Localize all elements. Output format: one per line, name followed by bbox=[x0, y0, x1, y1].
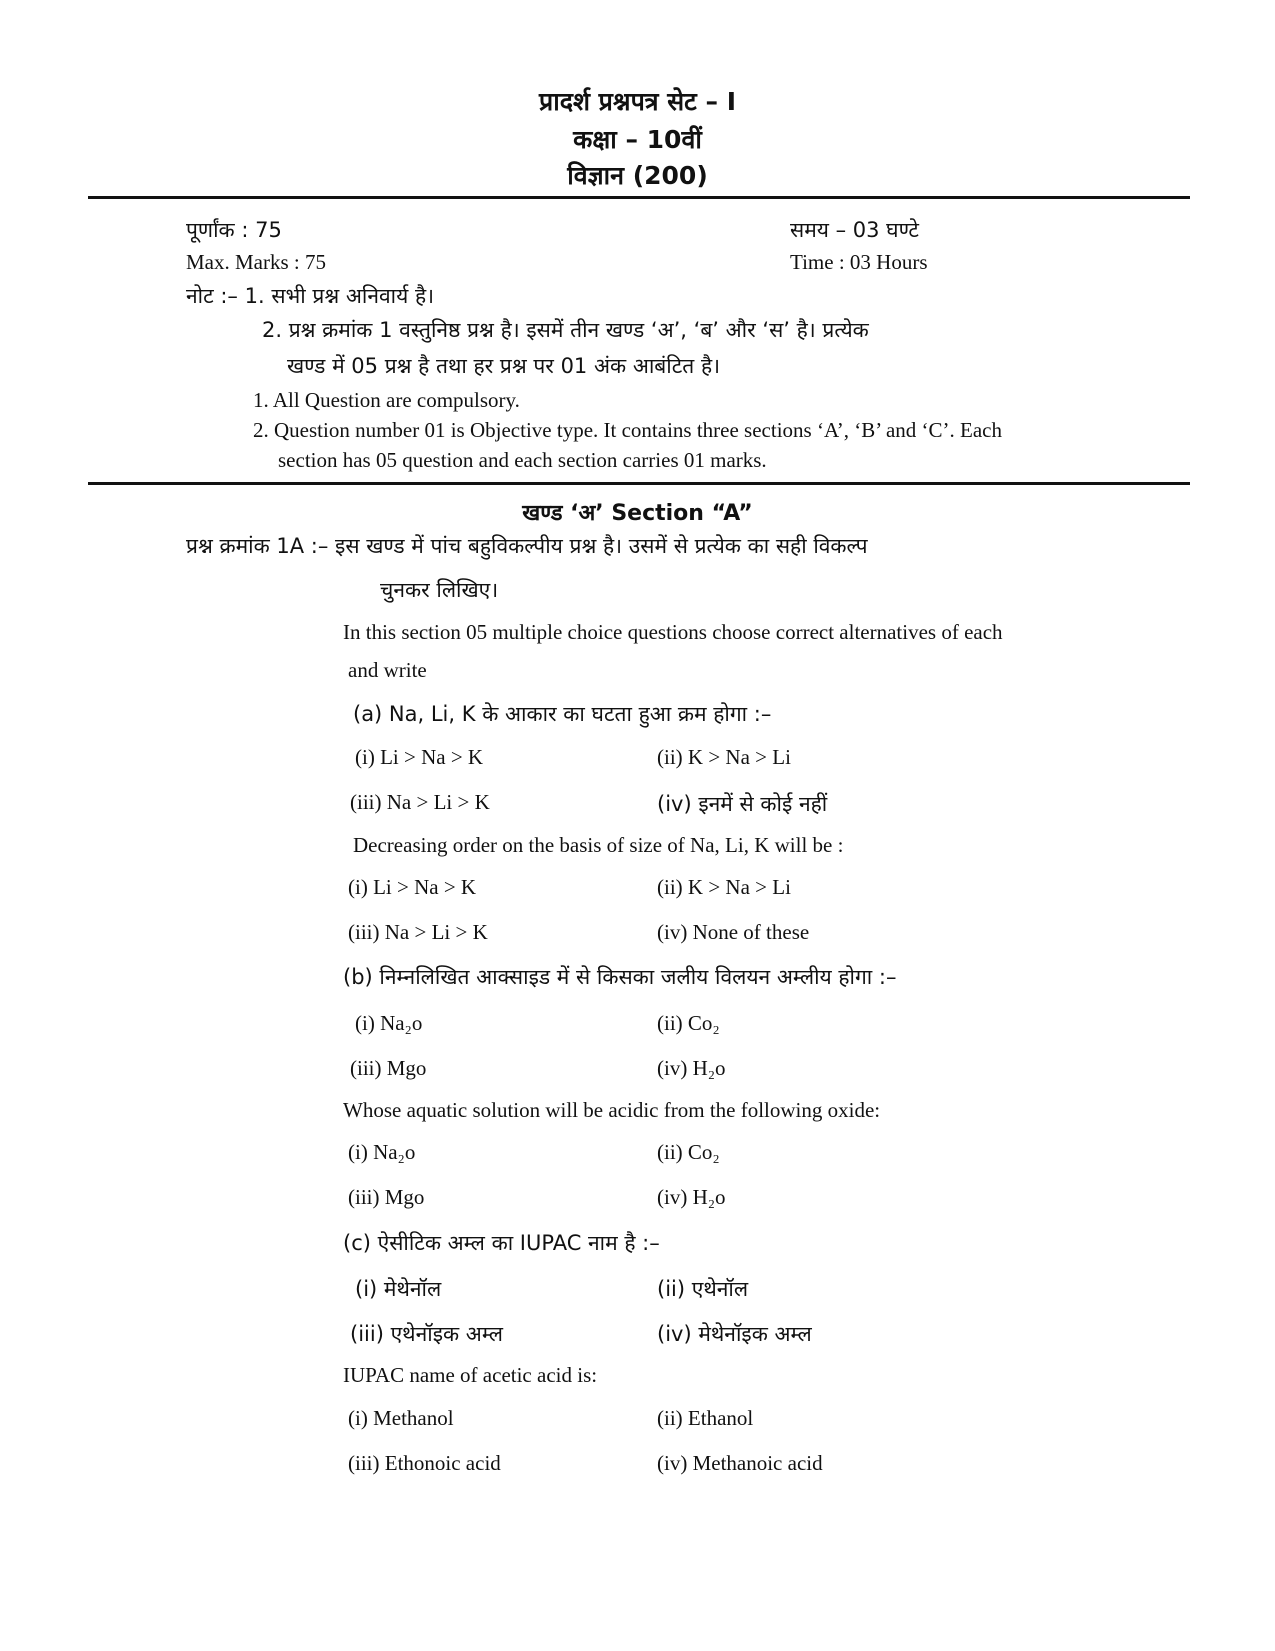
note-english-2: 2. Question number 01 is Objective type. It contains three sections ‘A’, ‘B’ and ‘C’. Each bbox=[253, 418, 1002, 442]
section-instruction-hindi: प्रश्न क्रमांक 1A :– इस खण्ड में पांच बहुविकल्पीय प्रश्न है। उसमें से प्रत्येक का सही विकल्प bbox=[186, 534, 868, 558]
option-a-en-3: (iii) Na > Li > K bbox=[348, 920, 488, 944]
option-a-hi-2: (ii) K > Na > Li bbox=[657, 745, 791, 769]
option-a-hi-4: (iv) इनमें से कोई नहीं bbox=[657, 792, 828, 816]
note-hindi-2-cont: खण्ड में 05 प्रश्न है तथा हर प्रश्न पर 01 अंक आबंटित है। bbox=[287, 354, 721, 378]
option-b-en-4: (iv) H₂o bbox=[657, 1185, 726, 1209]
question-c-english: IUPAC name of acetic acid is: bbox=[343, 1363, 598, 1387]
option-b-hi-3: (iii) Mgo bbox=[350, 1056, 427, 1080]
time-hindi: समय – 03 घण्टे bbox=[790, 218, 919, 242]
option-a-en-2: (ii) K > Na > Li bbox=[657, 875, 791, 899]
question-a-hindi: (a) Na, Li, K के आकार का घटता हुआ क्रम होगा :– bbox=[353, 702, 772, 726]
section-instruction-english: In this section 05 multiple choice questions choose correct alternatives of each bbox=[343, 620, 1003, 644]
option-b-hi-1: (i) Na₂o bbox=[355, 1011, 423, 1035]
option-b-en-2: (ii) Co₂ bbox=[657, 1140, 720, 1164]
note-hindi-1: नोट :– 1. सभी प्रश्न अनिवार्य है। bbox=[186, 284, 435, 308]
option-c-en-3: (iii) Ethonoic acid bbox=[348, 1451, 501, 1475]
option-a-hi-3: (iii) Na > Li > K bbox=[350, 790, 490, 814]
section-instruction-english-cont: and write bbox=[348, 658, 427, 682]
question-a-english: Decreasing order on the basis of size of Na, Li, K will be : bbox=[353, 833, 844, 857]
max-marks-english: Max. Marks : 75 bbox=[186, 250, 326, 274]
notes-divider bbox=[88, 482, 1190, 485]
subject-title: विज्ञान (200) bbox=[567, 161, 708, 190]
question-c-hindi: (c) ऐसीटिक अम्ल का IUPAC नाम है :– bbox=[343, 1231, 660, 1255]
option-b-en-3: (iii) Mgo bbox=[348, 1185, 425, 1209]
option-c-en-1: (i) Methanol bbox=[348, 1406, 454, 1430]
section-instruction-hindi-cont: चुनकर लिखिए। bbox=[380, 578, 499, 602]
section-a-heading: खण्ड ‘अ’ Section “A” bbox=[522, 501, 753, 526]
option-b-en-1: (i) Na₂o bbox=[348, 1140, 416, 1164]
max-marks-hindi: पूर्णांक : 75 bbox=[186, 218, 282, 242]
question-b-english: Whose aquatic solution will be acidic from the following oxide: bbox=[343, 1098, 881, 1122]
option-b-hi-4: (iv) H₂o bbox=[657, 1056, 726, 1080]
option-c-en-2: (ii) Ethanol bbox=[657, 1406, 754, 1430]
header-divider bbox=[88, 196, 1190, 199]
question-b-hindi: (b) निम्नलिखित आक्साइड में से किसका जलीय विलयन अम्लीय होगा :– bbox=[343, 965, 897, 989]
option-c-en-4: (iv) Methanoic acid bbox=[657, 1451, 823, 1475]
time-english: Time : 03 Hours bbox=[790, 250, 928, 274]
paper-title: प्रादर्श प्रश्नपत्र सेट – I bbox=[539, 87, 736, 116]
option-c-hi-4: (iv) मेथेनॉइक अम्ल bbox=[657, 1322, 812, 1346]
note-hindi-2: 2. प्रश्न क्रमांक 1 वस्तुनिष्ठ प्रश्न है। इसमें तीन खण्ड ‘अ’, ‘ब’ और ‘स’ है। प्रत्येक bbox=[262, 318, 869, 342]
option-a-hi-1: (i) Li > Na > K bbox=[355, 745, 484, 769]
option-c-hi-1: (i) मेथेनॉल bbox=[355, 1277, 442, 1301]
option-a-en-4: (iv) None of these bbox=[657, 920, 810, 944]
option-b-hi-2: (ii) Co₂ bbox=[657, 1011, 720, 1035]
note-english-2-cont: section has 05 question and each section carries 01 marks. bbox=[278, 448, 767, 472]
class-title: कक्षा – 10वीं bbox=[573, 125, 702, 154]
option-c-hi-3: (iii) एथेनॉइक अम्ल bbox=[350, 1322, 504, 1346]
option-c-hi-2: (ii) एथेनॉल bbox=[657, 1277, 749, 1301]
note-english-1: 1. All Question are compulsory. bbox=[253, 388, 520, 412]
option-a-en-1: (i) Li > Na > K bbox=[348, 875, 477, 899]
